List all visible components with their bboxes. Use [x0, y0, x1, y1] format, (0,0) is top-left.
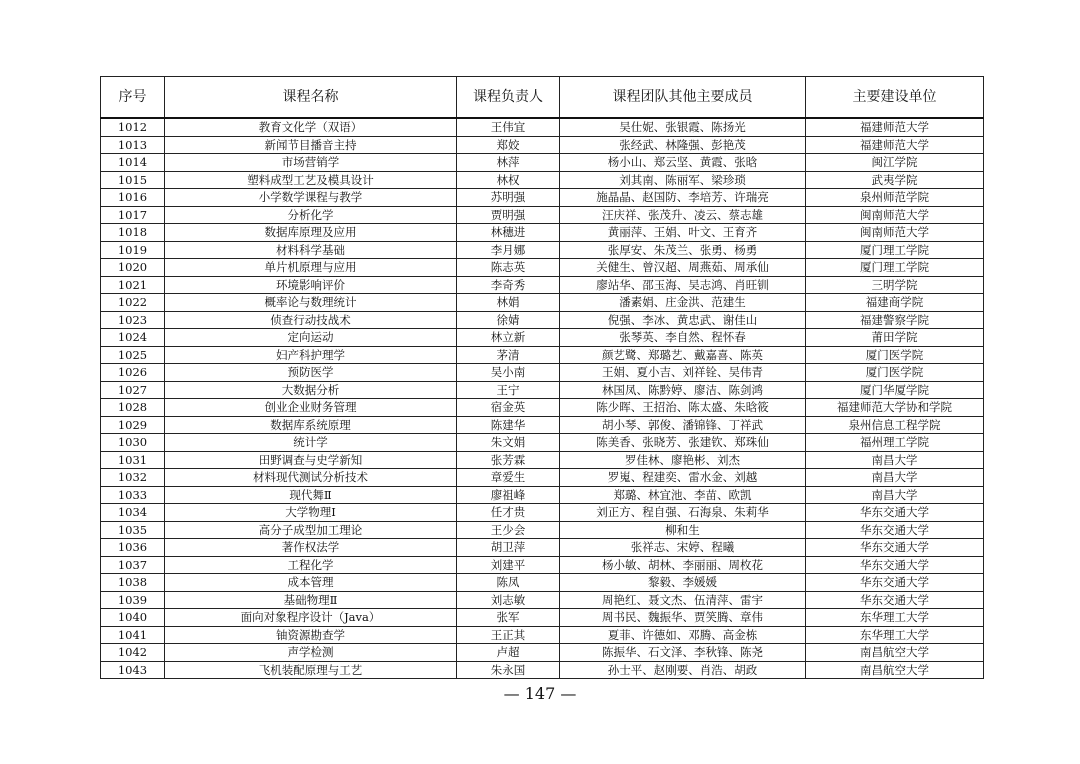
- cell-lead: 王少会: [457, 521, 560, 539]
- cell-team: 黎毅、李媛媛: [560, 574, 806, 592]
- cell-lead: 王正其: [457, 626, 560, 644]
- cell-course-name: 基础物理Ⅱ: [165, 591, 457, 609]
- table-row: [101, 661, 984, 679]
- cell-course-name: 声学检测: [165, 644, 457, 662]
- cell-team: 杨小敏、胡林、李丽丽、周枚花: [560, 556, 806, 574]
- cell-course-name: 创业企业财务管理: [165, 399, 457, 417]
- table-row: [101, 451, 984, 469]
- cell-course-name: 市场营销学: [165, 154, 457, 172]
- cell-course-name: 分析化学: [165, 206, 457, 224]
- cell-unit: 华东交通大学: [806, 574, 984, 592]
- cell-course-name: 著作权法学: [165, 539, 457, 557]
- cell-lead: 林萍: [457, 154, 560, 172]
- table-row: [101, 591, 984, 609]
- cell-lead: 王宁: [457, 381, 560, 399]
- cell-course-name: 塑料成型工艺及模具设计: [165, 171, 457, 189]
- cell-index: 1035: [101, 521, 165, 539]
- cell-index: 1021: [101, 276, 165, 294]
- cell-index: 1017: [101, 206, 165, 224]
- table-row: [101, 364, 984, 382]
- cell-course-name: 飞机装配原理与工艺: [165, 661, 457, 679]
- cell-lead: 贾明强: [457, 206, 560, 224]
- cell-team: 施晶晶、赵国防、李培芳、许瑞亮: [560, 189, 806, 207]
- table-row: [101, 521, 984, 539]
- cell-course-name: 新闻节目播音主持: [165, 136, 457, 154]
- cell-course-name: 成本管理: [165, 574, 457, 592]
- cell-unit: 闽南师范大学: [806, 224, 984, 242]
- cell-team: 张琴英、李自然、程怀春: [560, 329, 806, 347]
- cell-lead: 朱文娟: [457, 434, 560, 452]
- cell-team: 罗嵬、程建奕、雷水金、刘越: [560, 469, 806, 487]
- cell-unit: 南昌大学: [806, 486, 984, 504]
- cell-course-name: 单片机原理与应用: [165, 259, 457, 277]
- cell-team: 吴仕妮、张银霞、陈扬光: [560, 118, 806, 136]
- table-body: [101, 118, 984, 679]
- col-header-index: 序号: [101, 77, 165, 119]
- cell-lead: 李月娜: [457, 241, 560, 259]
- cell-unit: 福建警察学院: [806, 311, 984, 329]
- cell-course-name: 材料现代测试分析技术: [165, 469, 457, 487]
- cell-lead: 刘志敏: [457, 591, 560, 609]
- table-row: [101, 171, 984, 189]
- col-header-lead: 课程负责人: [457, 77, 560, 119]
- col-header-course-name: 课程名称: [165, 77, 457, 119]
- table-row: [101, 574, 984, 592]
- cell-team: 夏菲、许德如、邓腾、高金栋: [560, 626, 806, 644]
- cell-team: 刘正方、程自强、石海泉、朱莉华: [560, 504, 806, 522]
- cell-team: 黄丽萍、王娟、叶文、王育齐: [560, 224, 806, 242]
- cell-lead: 张芳霖: [457, 451, 560, 469]
- cell-team: 周艳红、聂文杰、伍清萍、雷宇: [560, 591, 806, 609]
- cell-index: 1032: [101, 469, 165, 487]
- table-row: [101, 556, 984, 574]
- cell-index: 1018: [101, 224, 165, 242]
- cell-team: 颜艺鹭、郑璐艺、戴嘉喜、陈英: [560, 346, 806, 364]
- cell-lead: 卢超: [457, 644, 560, 662]
- cell-lead: 胡卫萍: [457, 539, 560, 557]
- col-header-unit: 主要建设单位: [806, 77, 984, 119]
- cell-team: 潘素娟、庄金洪、范建生: [560, 294, 806, 312]
- cell-index: 1012: [101, 118, 165, 136]
- table-row: [101, 118, 984, 136]
- cell-index: 1027: [101, 381, 165, 399]
- cell-team: 廖站华、邵玉海、吴志鸿、肖旺钏: [560, 276, 806, 294]
- cell-index: 1029: [101, 416, 165, 434]
- cell-lead: 苏明强: [457, 189, 560, 207]
- table-row: [101, 311, 984, 329]
- cell-index: 1020: [101, 259, 165, 277]
- course-table: [100, 76, 984, 679]
- cell-index: 1026: [101, 364, 165, 382]
- cell-course-name: 大学物理Ⅰ: [165, 504, 457, 522]
- cell-unit: 福建师范大学协和学院: [806, 399, 984, 417]
- cell-lead: 陈建华: [457, 416, 560, 434]
- cell-lead: 宿金英: [457, 399, 560, 417]
- cell-team: 胡小琴、郭俊、潘锦锋、丁祥武: [560, 416, 806, 434]
- cell-unit: 福建师范大学: [806, 118, 984, 136]
- cell-unit: 莆田学院: [806, 329, 984, 347]
- cell-lead: 郑姣: [457, 136, 560, 154]
- cell-unit: 东华理工大学: [806, 626, 984, 644]
- cell-course-name: 教育文化学（双语）: [165, 118, 457, 136]
- cell-index: 1033: [101, 486, 165, 504]
- cell-course-name: 预防医学: [165, 364, 457, 382]
- cell-team: 刘其南、陈丽军、梁珍琐: [560, 171, 806, 189]
- cell-team: 罗佳林、廖艳彬、刘杰: [560, 451, 806, 469]
- cell-course-name: 铀资源勘查学: [165, 626, 457, 644]
- cell-lead: 章爱生: [457, 469, 560, 487]
- cell-unit: 福建商学院: [806, 294, 984, 312]
- cell-lead: 林娟: [457, 294, 560, 312]
- table-row: [101, 644, 984, 662]
- cell-index: 1014: [101, 154, 165, 172]
- cell-course-name: 材料科学基础: [165, 241, 457, 259]
- cell-index: 1030: [101, 434, 165, 452]
- cell-lead: 朱永国: [457, 661, 560, 679]
- cell-unit: 泉州信息工程学院: [806, 416, 984, 434]
- table-row: [101, 259, 984, 277]
- cell-index: 1025: [101, 346, 165, 364]
- cell-unit: 闽江学院: [806, 154, 984, 172]
- cell-course-name: 妇产科护理学: [165, 346, 457, 364]
- cell-team: 张经武、林隆强、彭艳茂: [560, 136, 806, 154]
- cell-course-name: 统计学: [165, 434, 457, 452]
- cell-unit: 厦门医学院: [806, 346, 984, 364]
- cell-lead: 陈志英: [457, 259, 560, 277]
- cell-unit: 南昌大学: [806, 451, 984, 469]
- cell-index: 1015: [101, 171, 165, 189]
- cell-unit: 华东交通大学: [806, 539, 984, 557]
- cell-team: 林国凤、陈黔婷、廖洁、陈剑鸿: [560, 381, 806, 399]
- cell-team: 周书民、魏振华、贾笑腾、章伟: [560, 609, 806, 627]
- cell-course-name: 工程化学: [165, 556, 457, 574]
- cell-course-name: 面向对象程序设计（Java）: [165, 609, 457, 627]
- cell-index: 1042: [101, 644, 165, 662]
- cell-course-name: 田野调查与史学新知: [165, 451, 457, 469]
- table-row: [101, 136, 984, 154]
- table-row: [101, 346, 984, 364]
- cell-index: 1028: [101, 399, 165, 417]
- cell-course-name: 概率论与数理统计: [165, 294, 457, 312]
- cell-team: 张祥志、宋婷、程曦: [560, 539, 806, 557]
- cell-index: 1040: [101, 609, 165, 627]
- cell-team: 陈少晖、王招治、陈太盛、朱晗筱: [560, 399, 806, 417]
- cell-lead: 吴小南: [457, 364, 560, 382]
- cell-course-name: 数据库原理及应用: [165, 224, 457, 242]
- table-header-row: [101, 77, 984, 119]
- table-row: [101, 276, 984, 294]
- cell-index: 1041: [101, 626, 165, 644]
- cell-index: 1038: [101, 574, 165, 592]
- cell-unit: 华东交通大学: [806, 521, 984, 539]
- cell-unit: 厦门华厦学院: [806, 381, 984, 399]
- cell-course-name: 侦查行动技战术: [165, 311, 457, 329]
- cell-unit: 武夷学院: [806, 171, 984, 189]
- table-row: [101, 469, 984, 487]
- table-row: [101, 504, 984, 522]
- table-row: [101, 189, 984, 207]
- cell-unit: 三明学院: [806, 276, 984, 294]
- cell-index: 1023: [101, 311, 165, 329]
- table-row: [101, 539, 984, 557]
- cell-unit: 东华理工大学: [806, 609, 984, 627]
- cell-index: 1016: [101, 189, 165, 207]
- table-row: [101, 609, 984, 627]
- cell-team: 郑璐、林宜池、李苗、欧凯: [560, 486, 806, 504]
- cell-lead: 陈凤: [457, 574, 560, 592]
- cell-unit: 华东交通大学: [806, 591, 984, 609]
- table-row: [101, 486, 984, 504]
- cell-lead: 刘建平: [457, 556, 560, 574]
- cell-course-name: 定向运动: [165, 329, 457, 347]
- cell-index: 1031: [101, 451, 165, 469]
- table-row: [101, 399, 984, 417]
- cell-lead: 李奇秀: [457, 276, 560, 294]
- table-row: [101, 206, 984, 224]
- cell-course-name: 大数据分析: [165, 381, 457, 399]
- cell-team: 柳和生: [560, 521, 806, 539]
- cell-index: 1043: [101, 661, 165, 679]
- cell-index: 1024: [101, 329, 165, 347]
- cell-index: 1039: [101, 591, 165, 609]
- cell-unit: 华东交通大学: [806, 556, 984, 574]
- cell-team: 陈美香、张晓芳、张建钦、郑珠仙: [560, 434, 806, 452]
- cell-team: 孙士平、赵刚要、肖浩、胡政: [560, 661, 806, 679]
- cell-course-name: 数据库系统原理: [165, 416, 457, 434]
- cell-team: 关健生、曾汉超、周燕茹、周承仙: [560, 259, 806, 277]
- cell-team: 张厚安、朱茂兰、张勇、杨勇: [560, 241, 806, 259]
- page-number: — 147 —: [503, 684, 577, 703]
- table-row: [101, 154, 984, 172]
- cell-team: 王娟、夏小吉、刘祥铨、吴伟青: [560, 364, 806, 382]
- cell-lead: 林穗进: [457, 224, 560, 242]
- cell-course-name: 现代舞Ⅱ: [165, 486, 457, 504]
- cell-index: 1022: [101, 294, 165, 312]
- cell-unit: 泉州师范学院: [806, 189, 984, 207]
- cell-index: 1019: [101, 241, 165, 259]
- cell-unit: 华东交通大学: [806, 504, 984, 522]
- cell-lead: 林立新: [457, 329, 560, 347]
- table-row: [101, 294, 984, 312]
- cell-course-name: 环境影响评价: [165, 276, 457, 294]
- cell-unit: 厦门医学院: [806, 364, 984, 382]
- cell-unit: 南昌大学: [806, 469, 984, 487]
- cell-lead: 任才贵: [457, 504, 560, 522]
- cell-team: 倪强、李冰、黄忠武、谢佳山: [560, 311, 806, 329]
- table-row: [101, 416, 984, 434]
- col-header-team: 课程团队其他主要成员: [560, 77, 806, 119]
- cell-index: 1036: [101, 539, 165, 557]
- cell-lead: 茅清: [457, 346, 560, 364]
- cell-lead: 张军: [457, 609, 560, 627]
- cell-course-name: 高分子成型加工理论: [165, 521, 457, 539]
- table-row: [101, 241, 984, 259]
- table-row: [101, 224, 984, 242]
- cell-team: 汪庆祥、张茂升、凌云、蔡志雄: [560, 206, 806, 224]
- cell-unit: 南昌航空大学: [806, 644, 984, 662]
- cell-unit: 福建师范大学: [806, 136, 984, 154]
- cell-unit: 福州理工学院: [806, 434, 984, 452]
- cell-unit: 闽南师范大学: [806, 206, 984, 224]
- cell-lead: 林权: [457, 171, 560, 189]
- cell-unit: 厦门理工学院: [806, 241, 984, 259]
- cell-index: 1013: [101, 136, 165, 154]
- cell-course-name: 小学数学课程与教学: [165, 189, 457, 207]
- table-row: [101, 329, 984, 347]
- cell-team: 陈振华、石文泽、李秋锋、陈尧: [560, 644, 806, 662]
- cell-team: 杨小山、郑云坚、黄霞、张晗: [560, 154, 806, 172]
- cell-index: 1034: [101, 504, 165, 522]
- cell-unit: 厦门理工学院: [806, 259, 984, 277]
- table-row: [101, 626, 984, 644]
- cell-index: 1037: [101, 556, 165, 574]
- table-row: [101, 434, 984, 452]
- cell-lead: 王伟宜: [457, 118, 560, 136]
- cell-lead: 徐婧: [457, 311, 560, 329]
- cell-lead: 廖祖峰: [457, 486, 560, 504]
- cell-unit: 南昌航空大学: [806, 661, 984, 679]
- table-row: [101, 381, 984, 399]
